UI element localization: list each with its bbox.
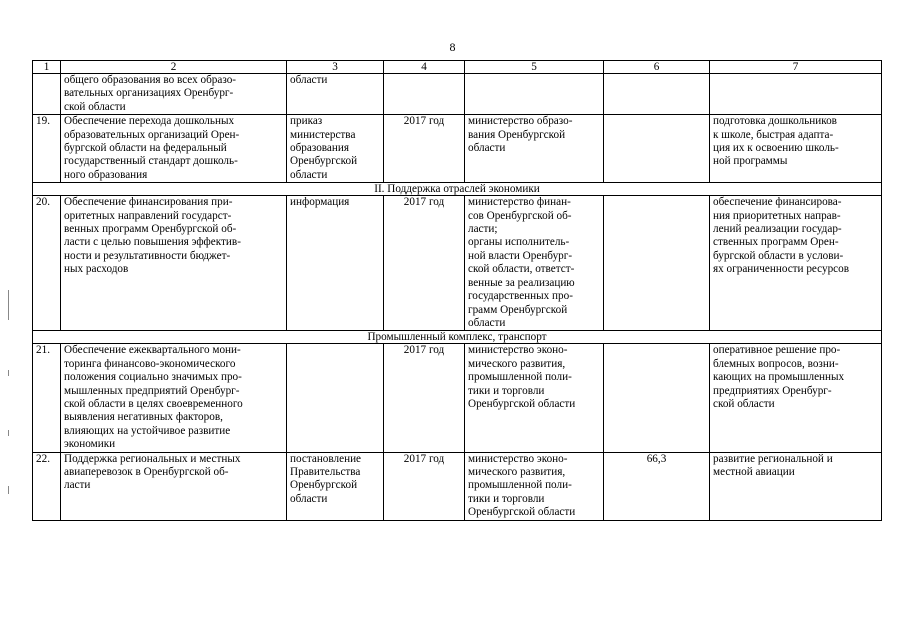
column-header: 2 — [61, 61, 287, 74]
cell-number: 22. — [33, 452, 61, 520]
margin-mark — [8, 290, 9, 320]
margin-mark — [8, 370, 9, 376]
cell-result: развитие региональной и местной авиации — [710, 452, 882, 520]
cell-number: 21. — [33, 344, 61, 452]
cell-executor: министерство эконо- мического развития, промышленной поли- тики и торговли Оренбургской области — [465, 344, 604, 452]
table-row — [33, 452, 882, 520]
cell-term: 2017 год — [384, 344, 465, 452]
cell-form — [287, 344, 384, 452]
column-header: 4 — [384, 61, 465, 74]
cell-amount — [604, 74, 710, 115]
margin-mark — [8, 486, 9, 494]
cell-measure: Обеспечение ежеквартального мони- торинга финансово-экономического положения социально значимых про- мышленных предприятий Оренбург- ской области в целях своевременного выявления негативных факторов, влияющих на устойчивое развитие экономики — [61, 344, 287, 452]
section-row — [33, 183, 882, 196]
cell-form: постановление Правительства Оренбургской области — [287, 452, 384, 520]
section-title: II. Поддержка отраслей экономики — [33, 183, 882, 196]
cell-number: 19. — [33, 115, 61, 183]
cell-result: обеспечение финансирова- ния приоритетных направ- лений реализации государ- ственных программ Орен- бургской области в услови- ях ограниченности ресурсов — [710, 196, 882, 331]
section-row — [33, 331, 882, 344]
column-header: 5 — [465, 61, 604, 74]
margin-mark — [8, 430, 9, 436]
table-row-continued — [33, 74, 882, 115]
cell-number: 20. — [33, 196, 61, 331]
cell-result — [710, 74, 882, 115]
table-row — [33, 115, 882, 183]
plan-table — [32, 60, 882, 521]
table-row — [33, 196, 882, 331]
cell-measure: Обеспечение финансирования при- оритетных направлений государст- венных программ Оренбургской об- ласти с целью повышения эффектив- ности и результативности бюджет- ных расходов — [61, 196, 287, 331]
cell-form: информация — [287, 196, 384, 331]
page-number: 8 — [449, 40, 456, 54]
header-row — [33, 61, 882, 74]
cell-measure: Поддержка региональных и местных авиаперевозок в Оренбургской об- ласти — [61, 452, 287, 520]
cell-term: 2017 год — [384, 452, 465, 520]
cell-amount — [604, 344, 710, 452]
cell-executor: министерство финан- сов Оренбургской об- ласти; органы исполнитель- ной власти Оренбург- ской области, ответст- венные за реализацию государственных про- грамм Оренбургской области — [465, 196, 604, 331]
cell-amount: 66,3 — [604, 452, 710, 520]
column-header: 6 — [604, 61, 710, 74]
cell-executor: министерство образо- вания Оренбургской области — [465, 115, 604, 183]
cell-result: оперативное решение про- блемных вопросов, возни- кающих на промышленных предприятиях Оренбург- ской области — [710, 344, 882, 452]
cell-amount — [604, 196, 710, 331]
cell-term: 2017 год — [384, 196, 465, 331]
section-title: Промышленный комплекс, транспорт — [33, 331, 882, 344]
column-header: 7 — [710, 61, 882, 74]
table-row — [33, 344, 882, 452]
cell-measure: Обеспечение перехода дошкольных образовательных организаций Орен- бургской области на федеральный государственный стандарт дошколь- ного образования — [61, 115, 287, 183]
cell-measure: общего образования во всех образо- вательных организациях Оренбург- ской области — [61, 74, 287, 115]
cell-result: подготовка дошкольников к школе, быстрая адапта- ция их к освоению школь- ной программы — [710, 115, 882, 183]
cell-term: 2017 год — [384, 115, 465, 183]
cell-form: приказ министерства образования Оренбургской области — [287, 115, 384, 183]
cell-term — [384, 74, 465, 115]
cell-number — [33, 74, 61, 115]
cell-executor: министерство эконо- мического развития, промышленной поли- тики и торговли Оренбургской области — [465, 452, 604, 520]
column-header: 3 — [287, 61, 384, 74]
cell-form: области — [287, 74, 384, 115]
column-header: 1 — [33, 61, 61, 74]
cell-amount — [604, 115, 710, 183]
cell-executor — [465, 74, 604, 115]
